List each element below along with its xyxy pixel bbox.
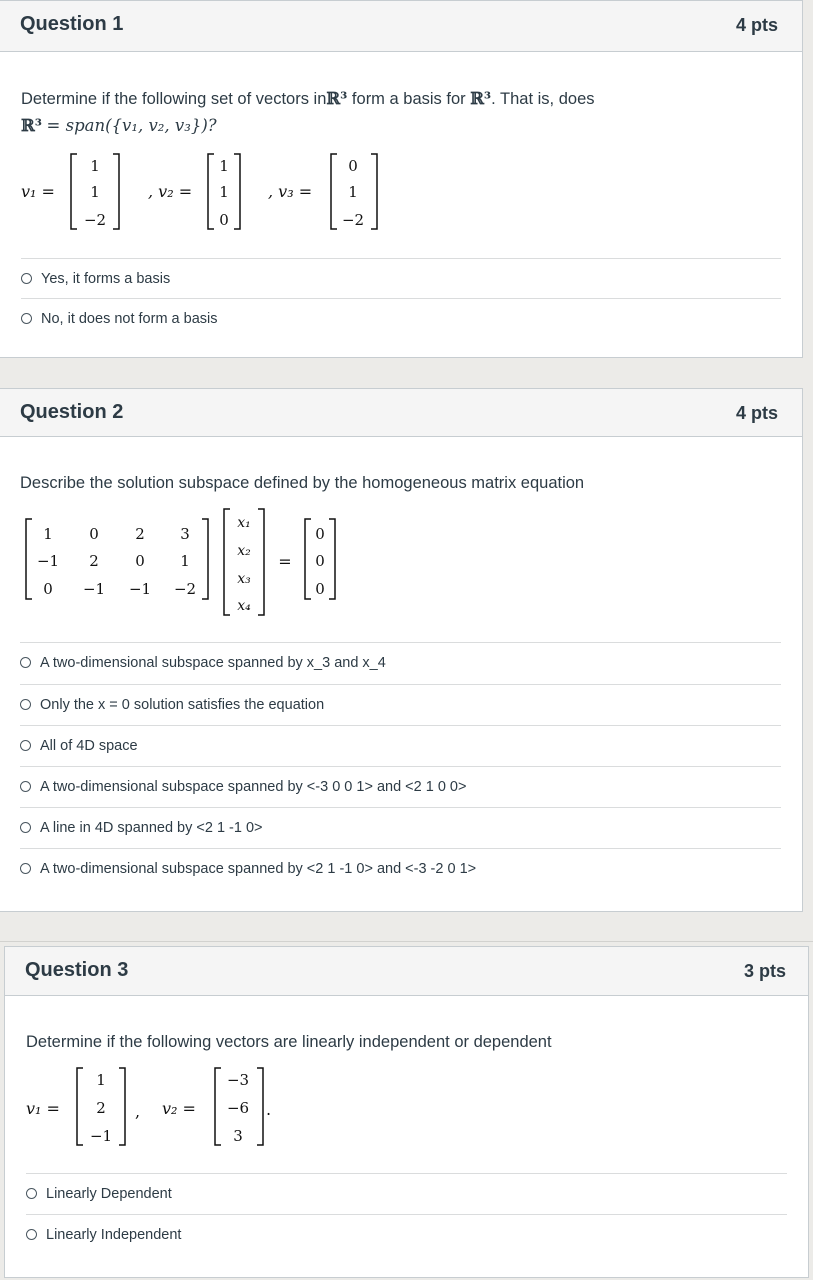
radio-button[interactable]	[21, 313, 32, 324]
x-vector-entry: x₂	[237, 543, 251, 559]
zero-vector-entry: 0	[315, 552, 325, 570]
question-1-span-equation	[21, 116, 217, 136]
zero-vector-left-bracket	[305, 519, 311, 599]
answer-option[interactable]	[26, 1214, 787, 1254]
question-2-card	[0, 388, 803, 912]
question-1-vectors	[0, 149, 420, 239]
question-2-matrix-equation	[0, 507, 360, 619]
period: .	[266, 1100, 272, 1119]
v1-entry: 1	[96, 1071, 106, 1089]
question-1-prompt	[21, 89, 595, 109]
matrix-entry: 0	[135, 552, 145, 570]
x-vector-left-bracket	[224, 509, 230, 615]
v1-label: v₁ =	[26, 1099, 60, 1118]
v1-right-bracket	[113, 154, 119, 229]
question-3-vectors	[5, 1065, 305, 1151]
prompt-text-a: Determine if the following set of vectors in	[21, 90, 327, 108]
matrix-entry: −1	[128, 580, 152, 598]
radio-button[interactable]	[20, 863, 31, 874]
zero-vector-right-bracket	[329, 519, 335, 599]
question-2-points: 4 pts	[735, 403, 778, 423]
answer-label: A two-dimensional subspace spanned by x_3 and x_4	[40, 654, 386, 671]
answer-option[interactable]	[21, 298, 781, 338]
question-2-title: Question 2	[20, 401, 124, 423]
span-expression: = span({v₁, v₂, v₃})?	[46, 116, 217, 135]
answer-option[interactable]	[20, 807, 781, 847]
answer-label: Linearly Independent	[46, 1226, 182, 1243]
x-vector-entry: x₄	[237, 598, 251, 614]
answer-label: Only the x = 0 solution satisfies the equation	[40, 696, 325, 713]
question-3-prompt: Determine if the following vectors are linearly independent or dependent	[26, 1033, 552, 1051]
v1-entry: 1	[90, 157, 100, 175]
radio-button[interactable]	[20, 781, 31, 792]
x-vector-entry: x₁	[237, 515, 251, 531]
r3-symbol: ℝ³	[326, 89, 348, 108]
v1-entry: 1	[90, 183, 100, 201]
v2-entry: −3	[226, 1071, 250, 1089]
zero-vector-entry: 0	[315, 580, 325, 598]
answer-label: Yes, it forms a basis	[41, 270, 171, 287]
matrix-entry: −1	[82, 580, 106, 598]
matrix-entry: 1	[43, 525, 53, 543]
question-3-card	[4, 946, 809, 1278]
question-1-points: 4 pts	[735, 15, 778, 35]
matrix-entry: −1	[36, 552, 60, 570]
v2-right-bracket	[234, 154, 240, 229]
radio-button[interactable]	[26, 1229, 37, 1240]
answer-option[interactable]	[26, 1173, 787, 1213]
v1-entry: 2	[96, 1099, 106, 1117]
radio-button[interactable]	[20, 822, 31, 833]
x-vector-right-bracket	[258, 509, 264, 615]
question-3-header	[5, 947, 808, 996]
radio-button[interactable]	[21, 273, 32, 284]
zero-vector-entry: 0	[315, 525, 325, 543]
radio-button[interactable]	[20, 657, 31, 668]
answer-option[interactable]	[20, 766, 781, 806]
answer-label: A two-dimensional subspace spanned by <2 1 -1 0> and <-3 -2 0 1>	[40, 860, 477, 877]
answer-option[interactable]	[20, 725, 781, 765]
radio-button[interactable]	[20, 740, 31, 751]
matrix-entry: −2	[173, 580, 197, 598]
question-2-header	[0, 389, 802, 437]
equals-sign: =	[278, 552, 292, 571]
question-1-card	[0, 0, 803, 358]
v1-left-bracket	[77, 1068, 83, 1145]
answer-label: A two-dimensional subspace spanned by <-3 0 0 1> and <2 1 0 0>	[40, 778, 467, 795]
v1-entry: −1	[89, 1127, 113, 1145]
comma: ,	[135, 1102, 141, 1121]
answer-option[interactable]	[20, 848, 781, 888]
x-vector-entry: x₃	[237, 571, 251, 587]
question-2-prompt: Describe the solution subspace defined by the homogeneous matrix equation	[20, 474, 585, 492]
v2-left-bracket	[208, 154, 214, 229]
answer-label: Linearly Dependent	[46, 1185, 172, 1202]
v2-left-bracket	[215, 1068, 221, 1145]
v1-left-bracket	[71, 154, 77, 229]
matrix-left-bracket	[26, 519, 32, 599]
v1-right-bracket	[119, 1068, 125, 1145]
v2-label: v₂ =	[162, 1099, 196, 1118]
question-1-title: Question 1	[20, 13, 124, 35]
answer-option[interactable]	[21, 258, 781, 298]
v2-entry: −6	[226, 1099, 250, 1117]
v2-label: , v₂ =	[148, 182, 193, 201]
question-3-title: Question 3	[25, 959, 129, 981]
matrix-right-bracket	[202, 519, 208, 599]
v3-entry: 1	[348, 183, 358, 201]
question-1-header	[0, 1, 802, 52]
v3-label: , v₃ =	[268, 182, 313, 201]
matrix-entry: 2	[89, 552, 99, 570]
v3-left-bracket	[331, 154, 337, 229]
matrix-entry: 3	[180, 525, 190, 543]
v1-label: v₁ =	[21, 182, 55, 201]
prompt-text-b: form a basis for	[347, 90, 471, 108]
radio-button[interactable]	[20, 699, 31, 710]
v2-entry: 0	[219, 211, 229, 229]
v1-entry: −2	[83, 211, 107, 229]
radio-button[interactable]	[26, 1188, 37, 1199]
v2-entry: 1	[219, 183, 229, 201]
section-divider	[0, 941, 813, 942]
matrix-entry: 0	[89, 525, 99, 543]
matrix-entry: 1	[180, 552, 190, 570]
answer-label: A line in 4D spanned by <2 1 -1 0>	[40, 819, 263, 836]
answer-option[interactable]	[20, 684, 781, 724]
matrix-entry: 2	[135, 525, 145, 543]
v2-right-bracket	[257, 1068, 263, 1145]
r3-symbol: ℝ³	[470, 89, 492, 108]
question-3-points: 3 pts	[743, 961, 786, 981]
answer-option[interactable]	[20, 642, 781, 682]
prompt-text-c: . That is, does	[491, 90, 595, 108]
matrix-entry: 0	[43, 580, 53, 598]
v2-entry: 1	[219, 157, 229, 175]
r3-symbol: ℝ³	[21, 116, 42, 135]
v3-right-bracket	[371, 154, 377, 229]
v3-entry: 0	[348, 157, 358, 175]
v3-entry: −2	[341, 211, 365, 229]
v2-entry: 3	[233, 1127, 243, 1145]
answer-label: All of 4D space	[40, 737, 138, 754]
answer-label: No, it does not form a basis	[41, 310, 218, 327]
